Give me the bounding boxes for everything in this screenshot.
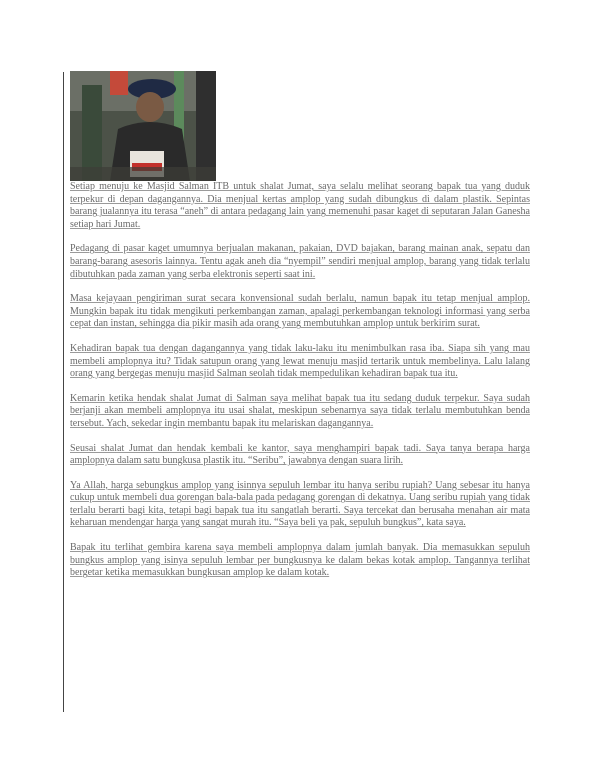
article-paragraph: Setiap menuju ke Masjid Salman ITB untuk shalat Jumat, saya selalu melihat seorang bapak tua yang duduk terpekur di depan dagangannya. Dia menjual kertas amplop yang sudah dibungkus di dalam plastik. Sepintas barang jualannya itu terasa “aneh” di antara pedagang lain yang memenuhi pasar kaget di seputaran Jalan Ganesha setiap hari Jumat. (70, 181, 530, 230)
article-body (70, 181, 530, 592)
article-photo (70, 71, 216, 181)
article-paragraph: Masa kejayaan pengiriman surat secara konvensional sudah berlalu, namun bapak itu tetap menjual amplop. Mungkin bapak itu tidak mengikuti perkembangan zaman, apalagi perkembangan teknologi informasi yang serba cepat dan instan, sehingga dia pikir masih ada orang yang membutuhkan amplop untuk berkirim surat. (70, 293, 530, 330)
article-paragraph: Kemarin ketika hendak shalat Jumat di Salman saya melihat bapak tua itu sedang duduk terpekur. Saya sudah berjanji akan membeli amplopnya itu usai shalat, meskipun sebenarnya saya tidak terlalu membutuhkan benda tersebut. Yach, sekedar ingin membantu bapak itu melariskan dagangannya. (70, 392, 530, 429)
photo-image (70, 71, 216, 181)
article-paragraph: Ya Allah, harga sebungkus amplop yang isinnya sepuluh lembar itu hanya seribu rupiah? Uang sebesar itu hanya cukup untuk membeli dua gorengan bala-bala pada pedagang gorengan di dekatnya. Uang seribu rupiah yang tidak terlalu berarti bagi kita, tetapi bagi bapak tua itu sangatlah berarti. Saya tercekat dan berusaha menahan air mata keharuan mendengar harga yang sangat murah itu. “Saya beli ya pak, sepuluh bungkus”, kata saya. (70, 479, 530, 529)
article-paragraph: Bapak itu terlihat gembira karena saya membeli amplopnya dalam jumlah banyak. Dia memasukkan sepuluh bungkus amplop yang isinya sepuluh lembar per bungkusnya ke dalam bekas kotak amplop. Tangannya terlihat bergetar ketika memasukkan bungkusan amplop ke dalam kotak. (70, 542, 530, 579)
article-paragraph: Pedagang di pasar kaget umumnya berjualan makanan, pakaian, DVD bajakan, barang mainan anak, sepatu dan barang-barang asesoris lainnya. Tentu agak aneh dia “nyempil” sendiri menjual amplop, barang yang tidak terlalu dibutuhkan pada zaman yang serba elektronis seperti saat ini. (70, 243, 530, 280)
margin-bar (63, 72, 64, 712)
article-paragraph: Seusai shalat Jumat dan hendak kembali ke kantor, saya menghampiri bapak tadi. Saya tanya berapa harga amplopnya dalam satu bungkusa plastik itu. “Seribu”, jawabnya dengan suara lirih. (70, 442, 530, 467)
article-paragraph: Kehadiran bapak tua dengan dagangannya yang tidak laku-laku itu menimbulkan rasa iba. Siapa sih yang mau membeli amplopnya itu? Tidak satupun orang yang lewat menuju masjid tertarik untuk membelinya. Lalu lalang orang yang bergegas menuju masjid Salman seolah tidak mempedulikan kehadiran bapak tua itu. (70, 342, 530, 380)
